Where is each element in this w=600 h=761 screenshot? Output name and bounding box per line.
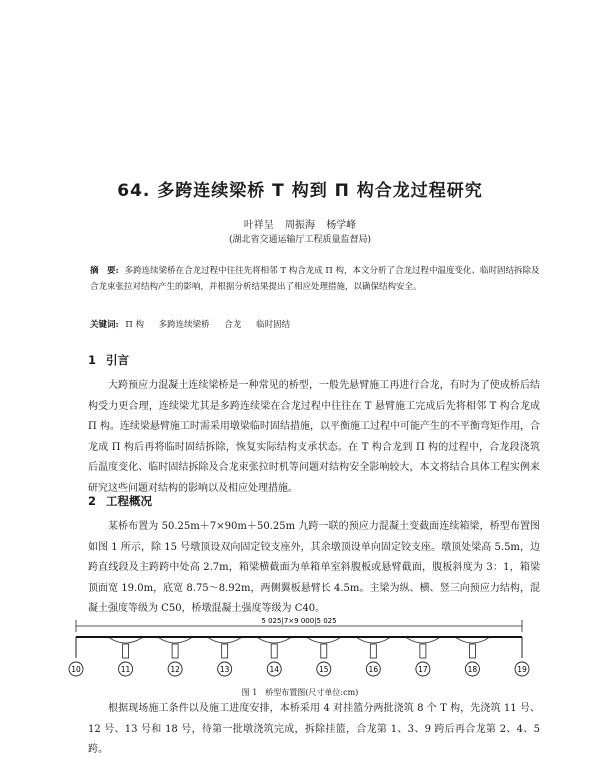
girder-haunch xyxy=(357,638,389,643)
pier-label: 13 xyxy=(219,665,230,674)
bridge-layout-figure xyxy=(62,614,552,686)
pier-label: 18 xyxy=(467,665,478,674)
section-title: 工程概况 xyxy=(106,494,153,508)
pier-column xyxy=(271,644,277,658)
keyword: 合龙 xyxy=(224,320,242,330)
piers xyxy=(69,637,529,676)
abstract xyxy=(90,263,540,295)
pier-label: 17 xyxy=(418,665,428,674)
pier-column xyxy=(123,644,129,658)
author-name: 杨学峰 xyxy=(326,220,357,231)
pier-label: 19 xyxy=(517,665,527,674)
section-number: 1 xyxy=(88,353,97,367)
pier-column xyxy=(469,644,475,658)
paragraph: 某桥布置为 50.25m＋7×90m＋50.25m 九跨一联的预应力混凝土变截面连续箱梁，桥型布置图如图 1 所示，除 15 号墩顶设双向固定铰支座外，其余墩顶设单向固定铰支座。墩顶处梁高 5.5m，边跨直线段及主跨跨中处高 2.7m，箱梁横截面为单箱单室斜腹板或悬臂截面，腹板斜度为 3：1，箱梁顶面宽 19.0m，底宽 8.75～8.92m，两侧翼板悬臂长 4.5m。主梁为纵、横、竖三向预应力结构，混凝土强度等级为 C50，桥墩混凝土强度等级为 C40。 xyxy=(88,521,540,614)
author-name: 周振海 xyxy=(285,220,315,231)
pier-column xyxy=(420,644,426,658)
abstract-label: 摘 要: xyxy=(90,266,119,276)
dimension-label: 5 025|7×9 000|5 025 xyxy=(261,617,337,625)
pier-label: 11 xyxy=(120,665,131,674)
pier-label: 14 xyxy=(269,665,279,674)
pier-column xyxy=(222,644,228,658)
section-heading xyxy=(88,493,152,509)
affiliation: (湖北省交通运输厅工程质量监督局) xyxy=(228,235,372,245)
paper-title: 64. 多跨连续梁桥 T 构到 Π 构合龙过程研究 xyxy=(117,181,483,201)
girder-haunch xyxy=(407,638,439,643)
abstract-text: 多跨连续梁桥在合龙过程中往往先将相邻 T 构合龙成 Π 构，本文分析了合龙过程中温度变化、临时固结拆除及合龙束张拉对结构产生的影响，并根据分析结果提出了相应处理措施，以确保结构安全。 xyxy=(90,266,540,292)
keyword: 多跨连续梁桥 xyxy=(158,320,210,330)
pier-column xyxy=(321,644,327,658)
paragraph: 大跨预应力混凝土连续梁桥是一种常见的桥型，一般先悬臂施工再进行合龙，有时为了使成桥后结构受力更合理，连续梁尤其是多跨连续梁在合龙过程中往往在 T 悬臂施工完成后先将相邻 T 构合龙成 Π 构。连续梁悬臂施工时需采用墩梁临时固结措施，以平衡施工过程中可能产生的不平衡弯矩作用，合龙成 Π 构后再将临时固结拆除，恢复实际结构支承状态。在 T 构合龙到 Π 构的过程中，合龙段浇筑后温度变化、临时固结拆除及合龙束张拉时机等问题对结构安全影响较大，本文将结合具体工程实例来研究这些问题对结构的影响以及相应处理措施。 xyxy=(88,380,540,494)
girder-haunch xyxy=(258,638,290,643)
section-number: 2 xyxy=(88,494,97,508)
girder-haunch xyxy=(308,638,340,643)
keywords xyxy=(90,318,540,330)
section-title: 引言 xyxy=(106,353,130,367)
girder-haunch xyxy=(456,638,488,643)
figure-caption: 图 1 桥型布置图(尺寸单位:cm) xyxy=(241,688,359,697)
pier-label: 15 xyxy=(319,665,329,674)
keyword: 临时固结 xyxy=(256,320,291,330)
girder-haunch xyxy=(159,638,191,643)
girder-haunch xyxy=(209,638,241,643)
author-name: 叶祥呈 xyxy=(243,220,274,231)
paragraph: 根据现场施工条件以及施工进度安排，本桥采用 4 对挂篮分两批浇筑 8 个 T 构，先浇筑 11 号、12 号、13 号和 18 号，待第一批墩浇筑完成，拆除挂篮，合龙第 1、3、9 跨后再合龙第 2、4、5 跨。 xyxy=(88,703,540,755)
girder-haunch xyxy=(110,638,142,643)
keyword: Π 构 xyxy=(125,320,144,330)
girder-haunches xyxy=(110,638,489,643)
section-heading xyxy=(88,352,129,368)
pier-label: 12 xyxy=(170,665,180,674)
pier-label: 10 xyxy=(71,665,81,674)
pier-column xyxy=(370,644,376,658)
pier-column xyxy=(172,644,178,658)
keywords-label: 关键词: xyxy=(90,320,119,330)
pier-label: 16 xyxy=(368,665,379,674)
authors xyxy=(0,216,600,231)
